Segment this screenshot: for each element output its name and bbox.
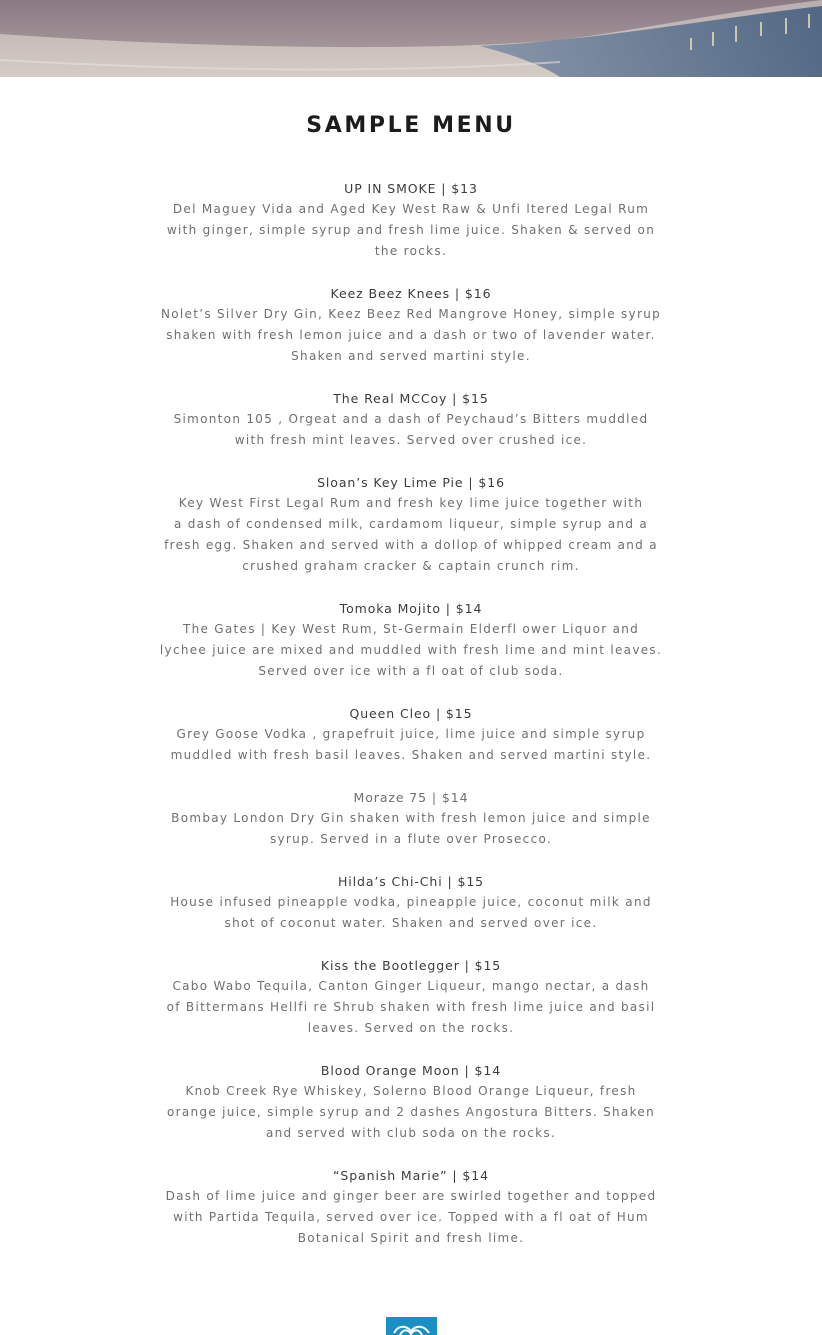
beach-scene-image [0, 0, 822, 77]
description-line: shaken with fresh lemon juice and a dash or two of lavender water. [166, 328, 656, 342]
description-line: Key West First Legal Rum and fresh key lime juice together with [178, 496, 644, 510]
description-line: Del Maguey Vida and Aged Key West Raw & Unfi ltered Legal Rum [172, 202, 650, 216]
menu-item [0, 871, 822, 934]
menu-item-description [0, 493, 822, 577]
menu-list [0, 178, 822, 1270]
menu-item-description [0, 199, 822, 262]
menu-item [0, 472, 822, 577]
menu-item-name: UP IN SMOKE | $13 [344, 181, 478, 196]
description-line: crushed graham cracker & captain crunch rim. [242, 559, 580, 573]
description-line: Grey Goose Vodka , grapefruit juice, lime juice and simple syrup [176, 727, 646, 741]
menu-item-name: Hilda’s Chi-Chi | $15 [337, 874, 485, 889]
menu-item [0, 388, 822, 451]
menu-item [0, 1165, 822, 1249]
menu-item-description [0, 1081, 822, 1144]
description-line: with Partida Tequila, served over ice. Topped with a fl oat of Hum [173, 1210, 649, 1224]
menu-item [0, 955, 822, 1039]
menu-item-name: Moraze 75 | $14 [353, 790, 469, 805]
description-line: leaves. Served on the rocks. [307, 1021, 515, 1035]
description-line: Knob Creek Rye Whiskey, Solerno Blood Orange Liqueur, fresh [185, 1084, 637, 1098]
description-line: The Gates | Key West Rum, St-Germain Elderfl ower Liquor and [182, 622, 640, 636]
menu-item-description [0, 1186, 822, 1249]
page-title: SAMPLE MENU [306, 113, 516, 138]
menu-item-description [0, 409, 822, 451]
menu-item-name: The Real MCCoy | $15 [333, 391, 489, 406]
description-line: the rocks. [374, 244, 448, 258]
menu-item-name: “Spanish Marie” | $14 [333, 1168, 489, 1183]
brand-logo [386, 1317, 437, 1335]
menu-item-description [0, 619, 822, 682]
description-line: and served with club soda on the rocks. [265, 1126, 557, 1140]
description-line: a dash of condensed milk, cardamom liqueur, simple syrup and a [173, 517, 649, 531]
menu-item-name: Sloan’s Key Lime Pie | $16 [317, 475, 505, 490]
menu-item-description [0, 724, 822, 766]
description-line: orange juice, simple syrup and 2 dashes Angostura Bitters. Shaken [167, 1105, 655, 1119]
menu-item-description [0, 304, 822, 367]
description-line: of Bittermans Hellfi re Shrub shaken with fresh lime juice and basil [166, 1000, 656, 1014]
description-line: Served over ice with a fl oat of club soda. [258, 664, 564, 678]
description-line: Bombay London Dry Gin shaken with fresh lemon juice and simple [171, 811, 651, 825]
menu-item [0, 1060, 822, 1144]
menu-item-description [0, 808, 822, 850]
menu-item [0, 598, 822, 682]
menu-item [0, 703, 822, 766]
menu-item-name: Kiss the Bootlegger | $15 [320, 958, 502, 973]
description-line: with ginger, simple syrup and fresh lime juice. Shaken & served on [166, 223, 656, 237]
menu-item-name: Queen Cleo | $15 [349, 706, 473, 721]
description-line: Nolet’s Silver Dry Gin, Keez Beez Red Mangrove Honey, simple syrup [160, 307, 662, 321]
description-line: Cabo Wabo Tequila, Canton Ginger Liqueur, mango nectar, a dash [172, 979, 650, 993]
description-line: fresh egg. Shaken and served with a dollop of whipped cream and a [164, 538, 658, 552]
menu-item [0, 787, 822, 850]
description-line: Simonton 105 , Orgeat and a dash of Peychaud’s Bitters muddled [173, 412, 649, 426]
menu-item [0, 283, 822, 367]
menu-item-name: Tomoka Mojito | $14 [339, 601, 483, 616]
menu-item-description [0, 892, 822, 934]
menu-item [0, 178, 822, 262]
brand-logo-icon [386, 1317, 437, 1335]
description-line: with fresh mint leaves. Served over crushed ice. [234, 433, 588, 447]
description-line: lychee juice are mixed and muddled with fresh lime and mint leaves. [159, 643, 663, 657]
description-line: syrup. Served in a flute over Prosecco. [269, 832, 553, 846]
menu-item-description [0, 976, 822, 1039]
hero-beach-photo [0, 0, 822, 77]
description-line: House infused pineapple vodka, pineapple juice, coconut milk and [170, 895, 652, 909]
description-line: shot of coconut water. Shaken and served over ice. [224, 916, 598, 930]
menu-item-name: Keez Beez Knees | $16 [330, 286, 492, 301]
description-line: Dash of lime juice and ginger beer are swirled together and topped [165, 1189, 657, 1203]
menu-item-name: Blood Orange Moon | $14 [320, 1063, 502, 1078]
description-line: muddled with fresh basil leaves. Shaken and served martini style. [170, 748, 652, 762]
description-line: Botanical Spirit and fresh lime. [297, 1231, 525, 1245]
description-line: Shaken and served martini style. [291, 349, 531, 363]
